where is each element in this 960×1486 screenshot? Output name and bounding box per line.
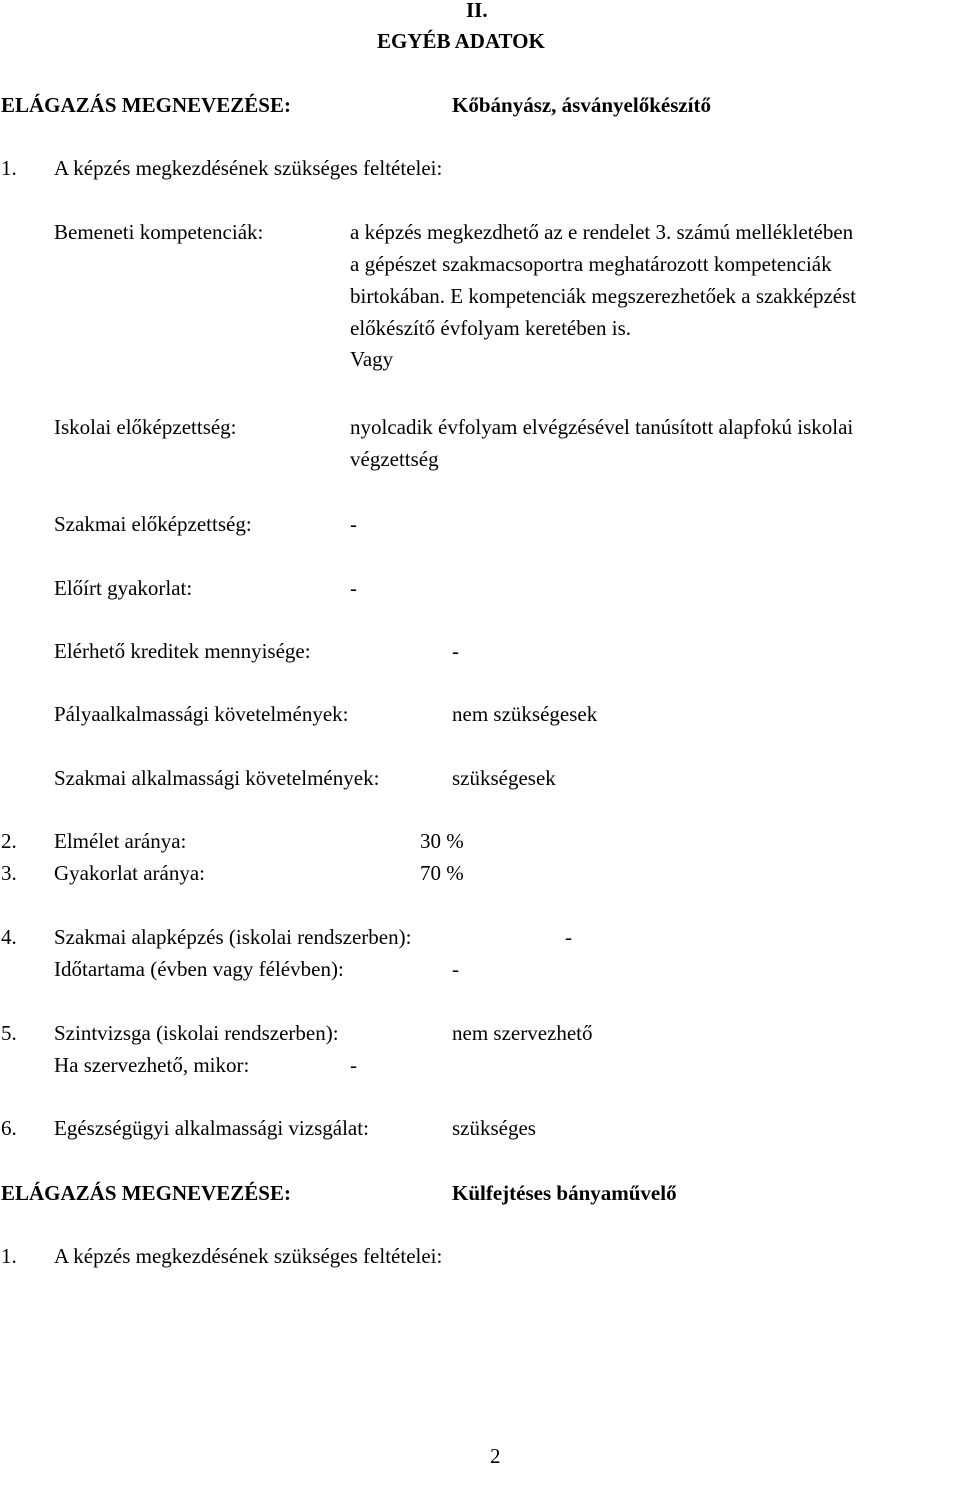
prof-fit-value: szükségesek	[452, 766, 556, 790]
practice-label: Előírt gyakorlat:	[54, 576, 193, 600]
career-fit-value: nem szükségesek	[452, 702, 598, 726]
duration-value: -	[452, 957, 459, 981]
school-prereq-line: végzettség	[350, 447, 439, 471]
school-prereq-line: nyolcadik évfolyam elvégzésével tanúsított alapfokú iskolai	[350, 415, 854, 439]
branch-name: Kőbányász, ásványelőkészítő	[452, 93, 712, 117]
input-competencies-line: Vagy	[350, 347, 394, 371]
section-title: EGYÉB ADATOK	[377, 29, 545, 53]
credits-value: -	[452, 639, 459, 663]
level-exam-when-value: -	[350, 1053, 357, 1077]
input-competencies-line: a gépészet szakmacsoportra meghatározott kompetenciák	[350, 252, 832, 276]
page-number: 2	[490, 1444, 501, 1468]
career-fit-label: Pályaalkalmassági követelmények:	[54, 702, 349, 726]
health-check-label: Egészségügyi alkalmassági vizsgálat:	[54, 1116, 369, 1140]
practice-ratio-label: Gyakorlat aránya:	[54, 861, 206, 885]
health-check-value: szükséges	[452, 1116, 536, 1140]
theory-ratio-label: Elmélet aránya:	[54, 829, 187, 853]
practice-value: -	[350, 576, 357, 600]
branch-label: ELÁGAZÁS MEGNEVEZÉSE:	[1, 1181, 291, 1205]
school-prereq-label: Iskolai előképzettség:	[54, 415, 237, 439]
input-competencies-line: előkészítő évfolyam keretében is.	[350, 316, 632, 340]
duration-label: Időtartama (évben vagy félévben):	[54, 957, 344, 981]
input-competencies-line: a képzés megkezdhető az e rendelet 3. számú mellékletében	[350, 220, 854, 244]
item-number: 1.	[1, 156, 17, 180]
section-number: II.	[466, 0, 488, 22]
item-number: 4.	[1, 925, 17, 949]
branch-label: ELÁGAZÁS MEGNEVEZÉSE:	[1, 93, 291, 117]
item-number: 2.	[1, 829, 17, 853]
item-number: 3.	[1, 861, 17, 885]
item-number: 6.	[1, 1116, 17, 1140]
level-exam-when-label: Ha szervezhető, mikor:	[54, 1053, 250, 1077]
prof-prereq-value: -	[350, 512, 357, 536]
level-exam-label: Szintvizsga (iskolai rendszerben):	[54, 1021, 339, 1045]
prof-fit-label: Szakmai alkalmassági követelmények:	[54, 766, 380, 790]
item-text: A képzés megkezdésének szükséges feltételei:	[54, 1244, 443, 1268]
practice-ratio-value: 70 %	[420, 861, 464, 885]
basic-training-label: Szakmai alapképzés (iskolai rendszerben):	[54, 925, 412, 949]
level-exam-value: nem szervezhető	[452, 1021, 593, 1045]
basic-training-value: -	[565, 925, 572, 949]
credits-label: Elérhető kreditek mennyisége:	[54, 639, 311, 663]
theory-ratio-value: 30 %	[420, 829, 464, 853]
item-number: 1.	[1, 1244, 17, 1268]
prof-prereq-label: Szakmai előképzettség:	[54, 512, 252, 536]
item-text: A képzés megkezdésének szükséges feltételei:	[54, 156, 443, 180]
branch-name: Külfejtéses bányaművelő	[452, 1181, 677, 1205]
input-competencies-label: Bemeneti kompetenciák:	[54, 220, 264, 244]
input-competencies-line: birtokában. E kompetenciák megszerezhetőek a szakképzést	[350, 284, 857, 308]
item-number: 5.	[1, 1021, 17, 1045]
